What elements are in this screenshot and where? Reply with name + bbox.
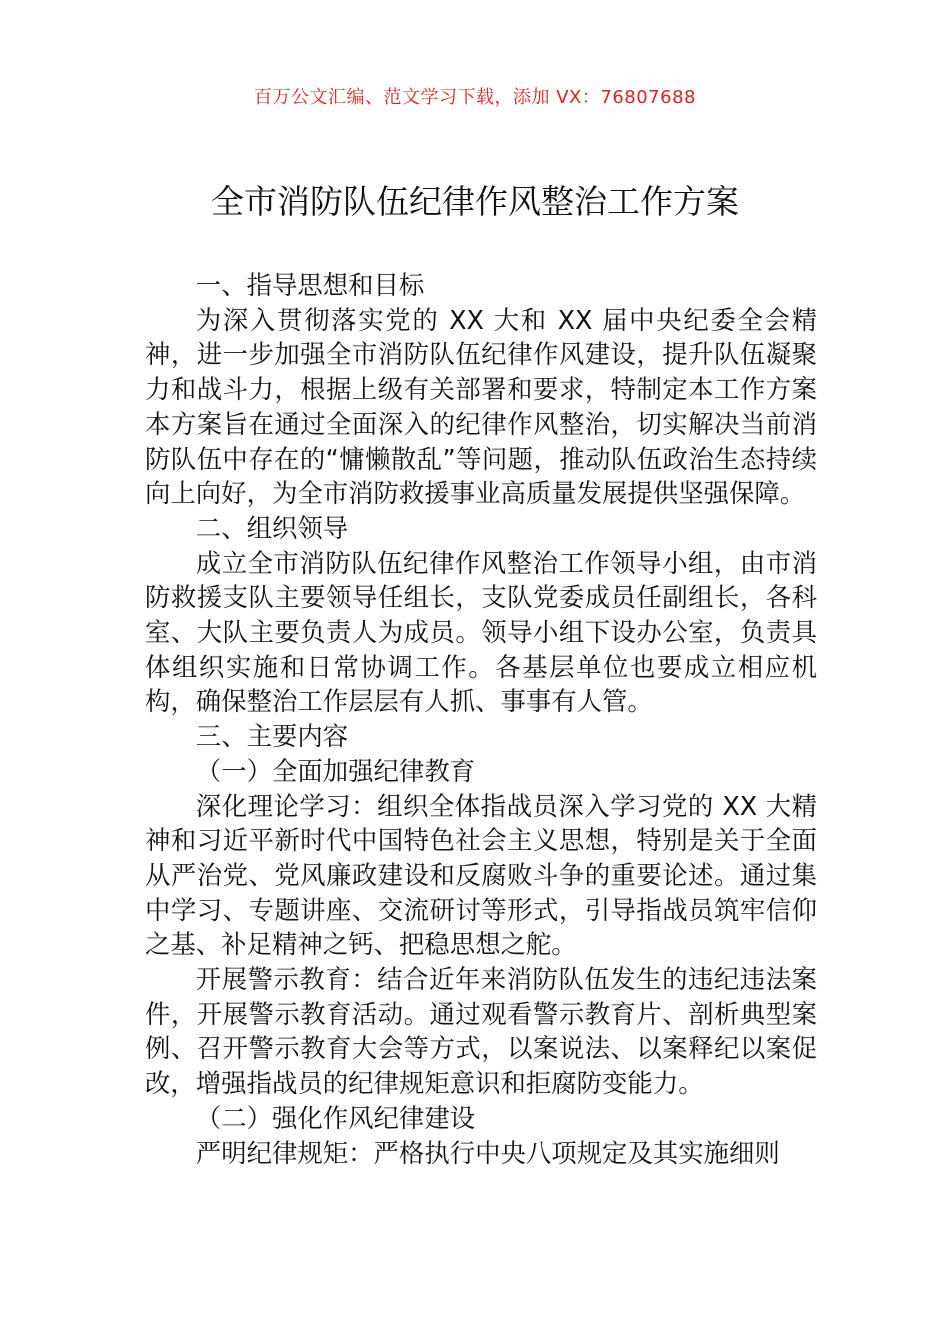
paragraph-organization: 成立全市消防队伍纪律作风整治工作领导小组，由市消防救援支队主要领导任组长，支队党委成员任副组长，各科室、大队主要负责人为成员。领导小组下设办公室，负责具体组织实施和日常协调工作。各基层单位也要成立相应机构，确保整治工作层层有人抓、事事有人管。 — [145, 547, 817, 717]
document-title: 全市消防队伍纪律作风整治工作方案 — [211, 182, 739, 221]
header-note: 百万公文汇编、范文学习下载，添加 VX：76807688 — [254, 87, 696, 108]
document-body — [145, 268, 817, 1170]
section-heading-main-content: 三、主要内容 — [195, 721, 349, 752]
subsection-heading-work-style: （二）强化作风纪律建设 — [195, 1102, 476, 1133]
paragraph-theory-study: 深化理论学习：组织全体指战员深入学习党的 XX 大精神和习近平新时代中国特色社会主义思想，特别是关于全面从严治党、党风廉政建设和反腐败斗争的重要论述。通过集中学习、专题讲座、交流研讨等形式，引导指战员筑牢信仰之基、补足精神之钙、把稳思想之舵。 — [145, 790, 817, 960]
section-heading-guiding-ideology: 一、指导思想和目标 — [195, 270, 425, 300]
paragraph-guiding-ideology: 为深入贯彻落实党的 XX 大和 XX 届中央纪委全会精神，进一步加强全市消防队伍纪律作风建设，提升队伍凝聚力和战斗力，根据上级有关部署和要求，特制定本工作方案本方案旨在通过全面深入的纪律作风整治，切实解决当前消防队伍中存在的“慵懒散乱”等问题，推动队伍政治生态持续向上向好，为全市消防救援事业高质量发展提供坚强保障。 — [145, 304, 817, 509]
paragraph-warning-education: 开展警示教育：结合近年来消防队伍发生的违纪违法案件，开展警示教育活动。通过观看警示教育片、剖析典型案例、召开警示教育大会等方式，以案说法、以案释纪以案促改，增强指战员的纪律规矩意识和拒腐防变能力。 — [145, 964, 817, 1099]
subsection-heading-discipline-education: （一）全面加强纪律教育 — [195, 755, 476, 786]
paragraph-strict-rules: 严明纪律规矩：严格执行中央八项规定及其实施细则 — [195, 1137, 780, 1168]
section-heading-organization: 二、组织领导 — [195, 512, 349, 543]
